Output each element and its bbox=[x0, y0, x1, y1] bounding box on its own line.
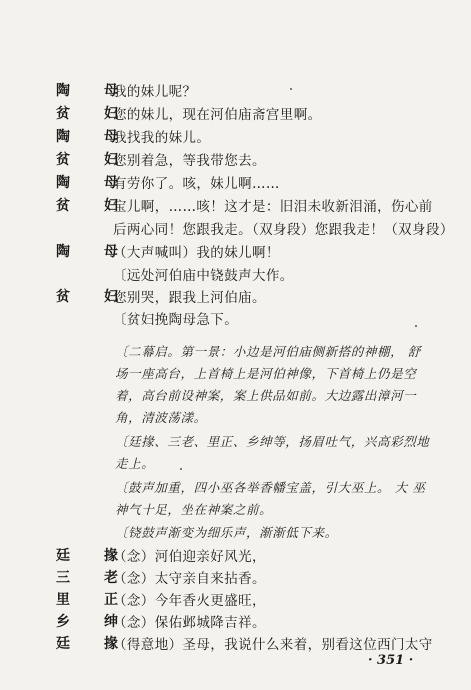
dialogue-text: （念）太守亲自来拈香。 bbox=[113, 571, 266, 587]
dialogue-line bbox=[0, 194, 471, 216]
stage-direction-line bbox=[0, 340, 471, 362]
stage-direction-line bbox=[0, 430, 471, 452]
stage-direction: 〔鼓声加重，四小巫各举香幡宝盖，引大巫上。 大 巫 bbox=[115, 480, 426, 495]
stage-direction: 〔廷掾、三老、里正、乡绅等，扬眉吐气，兴高彩烈地 bbox=[115, 434, 430, 449]
speaker-name: 廷 掾 bbox=[56, 636, 128, 652]
page-number: · 351 · bbox=[368, 653, 414, 668]
dialogue-line bbox=[0, 240, 471, 262]
speaker-name: 贫 妇 bbox=[56, 289, 128, 305]
dialogue-line bbox=[0, 566, 471, 588]
dialogue-text: 您别哭，跟我上河伯庙。 bbox=[113, 290, 266, 306]
speaker-name: 陶 母 bbox=[56, 83, 128, 99]
speaker-name: 贫 妇 bbox=[56, 106, 128, 122]
stage-direction-line bbox=[0, 362, 471, 384]
stage-direction-line bbox=[0, 476, 471, 498]
speaker-name: 三 老 bbox=[56, 570, 128, 586]
dialogue-text: 有劳你了。咳，妹儿啊…… bbox=[113, 176, 280, 192]
dialogue-line bbox=[0, 285, 471, 307]
stage-direction-line bbox=[0, 384, 471, 406]
dialogue-line bbox=[0, 263, 471, 285]
print-speck bbox=[415, 325, 417, 327]
dialogue-text: （念）今年香火更盛旺， bbox=[113, 593, 266, 609]
speaker-name: 陶 母 bbox=[56, 175, 128, 191]
dialogue-line bbox=[0, 610, 471, 632]
dialogue-line bbox=[0, 102, 471, 124]
stage-direction: 〔二幕启。第一景：小边是河伯庙侧新搭的神棚， 舒 bbox=[115, 344, 421, 359]
dialogue-text: 后两心同！您跟我走。（双身段）您跟我走！（双身段） bbox=[113, 222, 454, 238]
stage-direction-line bbox=[0, 406, 471, 428]
stage-direction: 场一座高台，上首椅上是河伯神像，下首椅上仍是空 bbox=[115, 366, 417, 381]
dialogue-text: 宝儿啊，……咳！这才是：旧泪未收新泪涌，伤心前 bbox=[113, 199, 433, 215]
stage-direction: 〔贫妇挽陶母急下。 bbox=[113, 312, 239, 328]
dialogue-line bbox=[0, 588, 471, 610]
stage-direction: 〔铙鼓声渐变为细乐声，渐渐低下来。 bbox=[115, 525, 338, 540]
speaker-name: 廷 掾 bbox=[56, 548, 128, 564]
dialogue-line bbox=[0, 217, 471, 239]
speaker-name: 贫 妇 bbox=[56, 152, 128, 168]
dialogue-line bbox=[0, 148, 471, 170]
dialogue-text: （得意地）圣母，我说什么来着，别看这位西门太守 bbox=[113, 637, 433, 653]
dialogue-line bbox=[0, 125, 471, 147]
stage-direction-line bbox=[0, 521, 471, 543]
dialogue-line bbox=[0, 307, 471, 329]
speaker-name: 贫 妇 bbox=[56, 198, 128, 214]
stage-direction: 〔远处河伯庙中铙鼓声大作。 bbox=[113, 268, 294, 284]
stage-direction: 神气十足，坐在神案之前。 bbox=[115, 502, 273, 517]
dialogue-text: （念）河伯迎亲好风光， bbox=[113, 549, 266, 565]
print-speck bbox=[180, 468, 182, 470]
dialogue-line bbox=[0, 632, 471, 654]
dialogue-text: 我找我的妹儿。 bbox=[113, 130, 211, 146]
dialogue-line bbox=[0, 171, 471, 193]
stage-direction: 着，高台前设神案，案上供品如前。大边露出漳河一 bbox=[115, 388, 417, 403]
dialogue-line bbox=[0, 544, 471, 566]
print-speck bbox=[290, 88, 292, 90]
stage-direction: 走上。 bbox=[115, 456, 155, 471]
stage-direction-line bbox=[0, 498, 471, 520]
dialogue-text: 我的妹儿呢？ bbox=[113, 84, 197, 100]
speaker-name: 陶 母 bbox=[56, 244, 128, 260]
dialogue-text: 您的妹儿，现在河伯庙斋宫里啊。 bbox=[113, 107, 322, 123]
speaker-name: 乡 绅 bbox=[56, 614, 128, 630]
speaker-name: 里 正 bbox=[56, 592, 128, 608]
stage-direction: 角，清波荡漾。 bbox=[115, 410, 207, 425]
stage-direction-line bbox=[0, 452, 471, 474]
speaker-name: 陶 母 bbox=[56, 129, 128, 145]
dialogue-text: 您别着急，等我带您去。 bbox=[113, 153, 266, 169]
dialogue-line bbox=[0, 79, 471, 101]
dialogue-text: （念）保佑邺城降吉祥。 bbox=[113, 615, 266, 631]
dialogue-text: （大声喊叫）我的妹儿啊！ bbox=[113, 245, 280, 261]
